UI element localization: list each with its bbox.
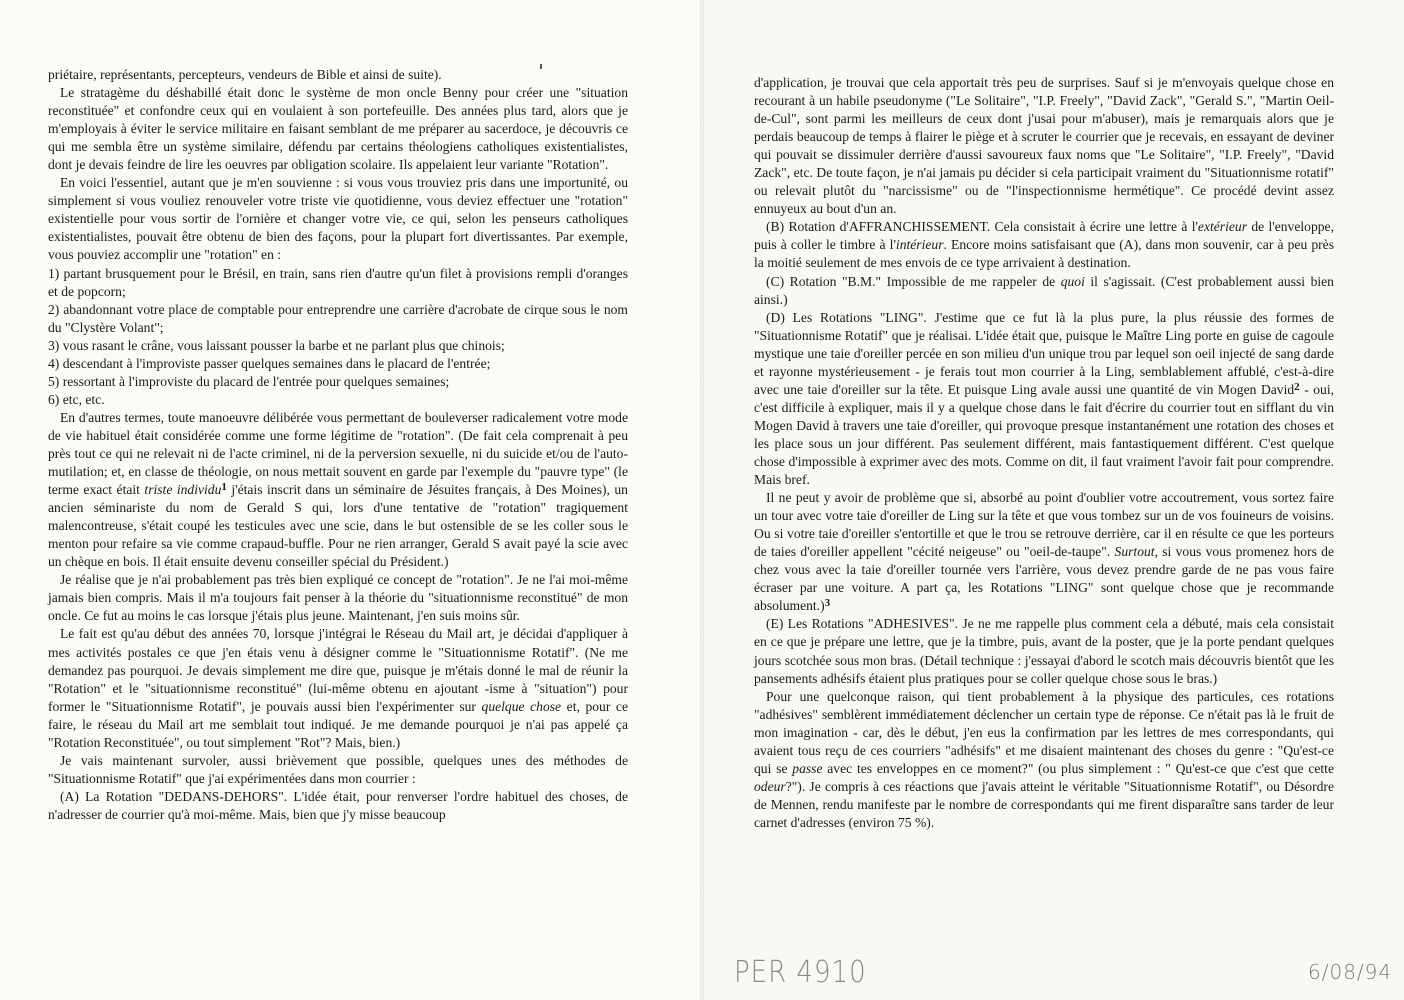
- italic-text: Surtout: [1114, 544, 1155, 560]
- text-run: Pour une quelconque raison, qui tient probablement à la physique des particules, ces rotations "adhésives" semblèrent immédiatement déclencher un certain type de réponse. Ce n'était pas là le fruit de mon imagination - car, dès le début, j'en eus la confirmation par les lettres de mes correspondants, qui avaient tous reçu de ces courriers "adhésifs" et me disaient maintenant des choses du genre : "Qu'est-ce qui se: [754, 688, 1334, 776]
- footnote-marker: 2: [1294, 380, 1300, 393]
- text-run: j'étais inscrit dans un séminaire de Jésuites français, à Des Moines), un ancien séminariste du nom de Gerald S qui, lors d'une tentative de "rotation" tragiquement malencontreuse, s'était coupé les testicules avec une scie, dans le but ostensible de se les coller sous le menton pour refaire sa vie comme crapaud-buffle. Pour ne rien arranger, Gerald S avait payé la scie avec un chèque en bois. Il était ensuite devenu conseiller spécial du Président.): [48, 482, 628, 570]
- list-item: 5) ressortant à l'improviste du placard de l'entrée pour quelques semaines;: [48, 373, 450, 389]
- text-run: , si vous vous promenez hors de chez vous avec la taie d'oreiller tournée vers l'arrière, vous devez prendre garde de ne pas vous faire écraser par une voiture. A part ça, les Rotations "LING" sont quelque chose que je recommande absolument.): [754, 544, 1334, 614]
- paragraph: priétaire, représentants, percepteurs, vendeurs de Bible et ainsi de suite).: [48, 67, 442, 82]
- text-run: (B) Rotation d'AFFRANCHISSEMENT. Cela consistait à écrire une lettre à l': [766, 219, 1198, 235]
- text-run: et, pour ce faire, le réseau du Mail art me semblait tout indiqué. Je me demande pourquoi je n'ai pas appelé ça "Rotation Reconstituée", ou tout simplement "Rot"? Mais, bien.): [48, 698, 628, 750]
- paragraph: (A) La Rotation "DEDANS-DEHORS". L'idée était, pour renverser l'ordre habituel des choses, de n'adresser de courrier qu'à moi-même. Mais, bien que j'y misse beaucoup: [48, 788, 628, 822]
- paragraph: [48, 625, 628, 751]
- paragraph: [48, 409, 628, 571]
- list-item: 2) abandonnant votre place de comptable pour entreprendre une carrière d'acrobate de cirque sous le nom du "Clystère Volant";: [48, 301, 628, 335]
- footnote-marker: 3: [824, 597, 831, 610]
- paragraph: (E) Les Rotations "ADHESIVES". Je ne me rappelle plus comment cela a débuté, mais cela consistait en ce que je prépare une lettre, que je la timbre, puis, avant de la poster, que je la porte pendant quelques jours scotchée sous mon bras. (Détail technique : j'essayai d'abord le scotch mais découvris bientôt que les pansements adhésifs étaient plus pratiques pour se coller quelque chose sous le bras.): [754, 616, 1334, 686]
- italic-text: quelque chose: [481, 698, 562, 714]
- page-gutter: [700, 0, 704, 1000]
- archive-reference-stamp: PER 4910: [734, 955, 867, 991]
- text-run: avec tes enveloppes en ce moment?" (ou plus simplement : " Qu'est-ce que c'est que cette: [822, 760, 1334, 776]
- list-item: 1) partant brusquement pour le Brésil, en train, sans rien d'autre qu'un filet à provisions rempli d'oranges et de popcorn;: [48, 265, 628, 299]
- italic-text: extérieur: [1197, 219, 1247, 235]
- paragraph: En voici l'essentiel, autant que je m'en souvienne : si vous vous trouviez pris dans une importunité, ou simplement si vous vouliez renouveler votre triste vie quotidienne, vous deviez effectuer une "rotation" existentielle pour vous sortir de l'ornière et changer votre vie, ce qui, selon les penseurs catholiques existentialistes, pouvait être obtenu de bien des façons, pour la plupart fort divertissantes. Par exemple, vous pouviez accomplir une "rotation" en :: [48, 175, 628, 263]
- list-item: 3) vous rasant le crâne, vous laissant pousser la barbe et ne parlant plus que chinois;: [48, 337, 505, 353]
- list-item: 4) descendant à l'improviste passer quelques semaines dans le placard de l'entrée;: [48, 355, 491, 371]
- italic-text: intérieur: [895, 237, 944, 253]
- handwritten-date: 6/08/94: [1308, 960, 1393, 984]
- text-run: En d'autres termes, toute manoeuvre délibérée vous permettant de bouleverser radicalement votre mode de vie habituel était considérée comme une forme légitime de "rotation". (De fait cela comprenait à peu près tout ce qui ne relevait ni de l'acte criminel, ni de la perversion sexuelle, ni du suicide et/ou de l'auto-mutilation; et, en classe de théologie, on nous mettait souvent en garde par l'exemple du "pauvre type" (le terme exact était: [48, 409, 628, 498]
- italic-text: odeur: [754, 778, 786, 794]
- italic-text: quoi: [1060, 273, 1085, 289]
- text-run: de l'enveloppe, puis à coller le timbre à l': [754, 219, 1334, 253]
- list-item: 6) etc, etc.: [48, 391, 105, 407]
- paragraph: d'application, je trouvai que cela apportait très peu de surprises. Sauf si je m'envoyais quelque chose en recourant à un habile pseudonyme ("Le Solitaire", "I.P. Freely", "David Zack", "Gerald S.", "Martin Oeil-de-Cul", sont parmi les meilleurs de ceux dont j'usai pour m'abuser), mais je remarquais alors que je perdais beaucoup de temps à flairer le piège et à scruter le courrier que je recevais, en essayant de deviner qui pouvait se dissimuler derrière d'aussi savoureux faux noms que "Le Solitaire", "I.P. Freely", "David Zack", etc. De toute façon, je n'ai jamais pu décider si cela participait vraiment du "Situationnisme rotatif" ou relevait plutôt du "narcissisme" ou de "l'inspectionnisme hermétique". Ce procédé devint assez ennuyeux au bout d'un an.: [754, 75, 1334, 217]
- text-run: . Encore moins satisfaisant que (A), dans mon souvenir, car à peu près la moitié seulement de mes envois de ce type arrivaient à destination.: [754, 237, 1335, 271]
- paragraph: [754, 218, 1334, 272]
- paragraph: Je réalise que je n'ai probablement pas très bien expliqué ce concept de "rotation". Je ne l'ai moi-même jamais bien compris. Mais il m'a toujours fait penser à la théorie du "situationnisme reconstitué" de mon oncle. Ce fut au moins le cas lorsque j'étais plus jeune. Maintenant, j'en suis moins sûr.: [48, 572, 628, 624]
- text-run: - oui, c'est difficile à expliquer, mais il y a quelque chose dans le fait d'écrire du courrier tout en sifflant du vin Mogen David à travers une taie d'oreiller, qui provoque presque instantanément une rotation des choses et les place sous un jour différent. Pas seulement différent, mais fantastiquement différent. C'est quelque chose d'impossible à exprimer avec des mots. Comme on dit, il faut vraiment l'avoir fait pour comprendre. Mais bref.: [754, 381, 1335, 488]
- text-run: il s'agissait. (C'est probablement aussi bien ainsi.): [754, 273, 1334, 307]
- footnote-marker: 1: [221, 481, 227, 494]
- paragraph: [754, 309, 1334, 489]
- paragraph: [754, 489, 1334, 615]
- text-run: Le fait est qu'au début des années 70, lorsque j'intégrai le Réseau du Mail art, je décidai d'appliquer à mes activités postales ce que j'en étais venu à désigner comme le "Situationnisme Rotatif". (Ne me demandez pas pourquoi. Je devais simplement me dire que, puisque je m'étais donné le mal de réunir la "Rotation" et le "situationnisme reconstitué" (lui-même obtenu en ajoutant -isme à "situation") pour former le "Situationnisme Rotatif", je pouvais aussi bien l'expérimenter sur: [48, 626, 628, 714]
- italic-text: passe: [792, 760, 823, 776]
- paragraph: Le stratagème du déshabillé était donc le système de mon oncle Benny pour créer une "situation reconstituée" et confondre ceux qui en voulaient à son portefeuille. Des années plus tard, alors que je m'employais à éviter le service militaire en faisant semblant de me préparer au sacerdoce, je découvris ce qui me sembla être un système similaire, défendu par certains théologiens catholiques existentialistes, dont je devais feindre de lire les oeuvres par obligation scolaire. Ils appelaient leur variante "Rotation".: [48, 85, 628, 173]
- paragraph: [754, 688, 1334, 832]
- italic-text: triste individu: [144, 482, 222, 498]
- paragraph: Je vais maintenant survoler, aussi brièvement que possible, quelques unes des méthodes de "Situationnisme Rotatif" que j'ai expérimentées dans mon courrier :: [48, 752, 628, 786]
- right-column: [754, 74, 1334, 832]
- text-run: (D) Les Rotations "LING". J'estime que ce fut là la plus pure, la plus réussie des formes de "Situationnisme Rotatif" que je réalisai. L'idée était que, puisque le Maître Ling porte en guise de cagoule mystique une taie d'oreiller percée en son milieu d'un unique trou par lequel son oeil injecté de sang darde et rayonne mystérieusement - je ferais tout mon courrier à la Ling, semblablement affublé, c'est-à-dire avec une taie d'oreiller sur la tête. Et puisque Ling avale aussi une quantité de vin Mogen David: [754, 309, 1334, 397]
- text-run: (C) Rotation "B.M." Impossible de me rappeler de: [766, 273, 1061, 289]
- left-column: [48, 66, 628, 824]
- text-run: Il ne peut y avoir de problème que si, absorbé au point d'oublier votre accoutrement, vous sortez faire un tour avec votre taie d'oreiller de Ling sur la tête et que vous tombez sur un de vos fouineurs de voisins. Ou si votre taie d'oreiller s'entortille et que le trou se retrouve derrière, car il en résulte ce que les porteurs de taies d'oreiller appellent "cécité neigeuse" ou "oeil-de-taupe".: [754, 490, 1334, 560]
- paragraph: [754, 273, 1334, 309]
- text-run: ?"). Je compris à ces réactions que j'avais atteint le véritable "Situationnisme Rotatif", ou Désordre de Mennen, rendu manifeste par le nombre de correspondants qui me firent disparaître sans tarder de leur carnet d'adresses (environ 75 %).: [754, 778, 1334, 830]
